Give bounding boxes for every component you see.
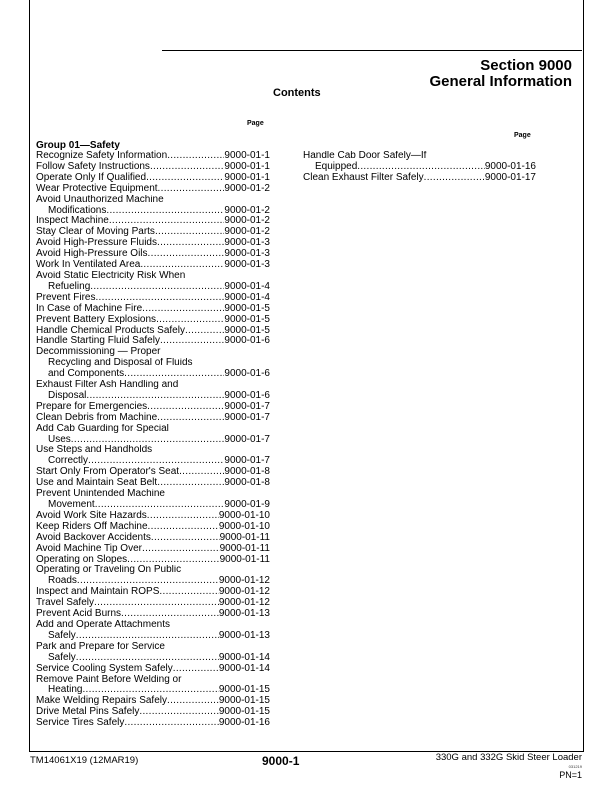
toc-entry-title: Refueling — [48, 280, 91, 292]
toc-entry-title: Safely — [48, 651, 76, 663]
dot-leader — [124, 369, 224, 380]
toc-page-ref: 9000-01-2 — [224, 226, 270, 238]
toc-page-ref: 9000-01-1 — [224, 160, 270, 172]
toc-page-ref: 9000-01-8 — [224, 477, 270, 489]
toc-entry-title: Inspect and Maintain ROPS — [36, 586, 160, 598]
toc-entry-title: and Components — [48, 368, 125, 380]
toc-entry-title: Prevent Fires — [36, 291, 96, 303]
toc-entry-row — [36, 718, 270, 729]
toc-page-ref: 9000-01-5 — [224, 324, 270, 336]
toc-left-column — [36, 140, 270, 729]
toc-page-ref: 9000-01-4 — [224, 291, 270, 303]
toc-entry-title: Stay Clear of Moving Parts — [36, 226, 155, 238]
toc-entry-title: Avoid Backover Accidents — [36, 531, 151, 543]
toc-entry[interactable] — [36, 184, 270, 195]
page-column-label-right: Page — [514, 132, 531, 139]
toc-entry-title: Clean Exhaust Filter Safely — [303, 171, 424, 183]
toc-entry-title: Roads — [48, 575, 77, 587]
toc-entry-title: Operate Only If Qualified — [36, 171, 147, 183]
toc-page-ref: 9000-01-14 — [218, 651, 270, 663]
toc-page-ref: 9000-01-15 — [218, 695, 270, 707]
toc-entry-title: Inspect Machine — [36, 215, 109, 227]
dot-leader — [142, 544, 220, 555]
toc-page-ref: 9000-01-6 — [224, 335, 270, 347]
toc-entry-title: Recycling and Disposal of Fluids — [48, 358, 193, 369]
dot-leader — [71, 435, 225, 446]
dot-leader — [147, 402, 224, 413]
toc-page-ref: 9000-01-13 — [218, 608, 270, 620]
toc-entry-title: Add Cab Guarding for Special — [36, 423, 169, 434]
toc-entry[interactable] — [36, 642, 270, 664]
toc-entry-title: Handle Cab Door Safely—If — [303, 151, 427, 161]
toc-entry-list — [36, 151, 270, 729]
toc-entry-title: Avoid High-Pressure Fluids — [36, 237, 157, 249]
toc-entry-title: Prevent Acid Burns — [36, 608, 122, 620]
toc-page-ref: 9000-01-12 — [218, 575, 270, 587]
dot-leader — [127, 555, 219, 566]
toc-page-ref: 9000-01-16 — [484, 160, 536, 172]
toc-entry-row — [36, 544, 270, 555]
toc-page-ref: 9000-01-11 — [219, 531, 270, 543]
toc-page-ref: 9000-01-3 — [224, 237, 270, 249]
toc-page-ref: 9000-01-8 — [224, 466, 270, 478]
toc-entry[interactable] — [36, 347, 270, 380]
page-frame-left — [29, 0, 30, 752]
toc-page-ref: 9000-01-2 — [224, 182, 270, 194]
toc-page-ref: 9000-01-10 — [218, 509, 270, 521]
toc-entry-row — [36, 435, 270, 446]
toc-entry-title: Modifications — [48, 204, 107, 216]
dot-leader — [156, 315, 224, 326]
toc-entry-row — [36, 413, 270, 424]
toc-page-ref: 9000-01-16 — [218, 717, 270, 729]
toc-entry[interactable] — [36, 478, 270, 489]
toc-entry[interactable] — [36, 565, 270, 587]
toc-page-ref: 9000-01-6 — [224, 389, 270, 401]
toc-entry[interactable] — [36, 271, 270, 293]
toc-entry-title: Heating — [48, 684, 83, 696]
toc-entry-row — [36, 369, 270, 380]
toc-entry-title: Handle Chemical Products Safely — [36, 324, 185, 336]
toc-page-ref: 9000-01-2 — [224, 204, 270, 216]
toc-entry-title: Remove Paint Before Welding or — [36, 674, 182, 685]
group-heading: Group 01—Safety — [36, 140, 120, 151]
toc-entry-row — [36, 260, 270, 271]
toc-entry-row — [36, 478, 270, 489]
toc-entry[interactable] — [36, 544, 270, 555]
toc-page-ref: 9000-01-3 — [224, 259, 270, 271]
dot-leader — [424, 173, 485, 184]
toc-entry-title: Operating or Traveling On Public — [36, 565, 182, 576]
toc-entry-title: Prepare for Emergencies — [36, 400, 148, 412]
toc-entry[interactable] — [36, 260, 270, 271]
toc-entry-row — [36, 631, 270, 642]
toc-entry[interactable] — [36, 675, 270, 697]
toc-entry-title: Service Tires Safely — [36, 717, 125, 729]
toc-entry[interactable] — [36, 718, 270, 729]
toc-page-ref: 9000-01-12 — [218, 597, 270, 609]
toc-page-ref: 9000-01-9 — [224, 499, 270, 510]
dot-leader — [151, 533, 220, 544]
dot-leader — [185, 326, 224, 337]
toc-entry-row — [36, 555, 270, 566]
toc-entry[interactable] — [36, 555, 270, 566]
toc-entry-title: Add and Operate Attachments — [36, 619, 170, 630]
dot-leader — [167, 696, 219, 707]
toc-entry-title: Operating on Slopes — [36, 553, 128, 565]
toc-page-ref: 9000-01-15 — [218, 706, 270, 718]
toc-page-ref: 9000-01-7 — [224, 411, 270, 423]
toc-entry[interactable] — [36, 336, 270, 347]
toc-entry-row — [36, 533, 270, 544]
toc-entry-row — [303, 173, 536, 184]
toc-entry-title: Avoid Work Site Hazards — [36, 509, 147, 521]
toc-entry[interactable] — [36, 380, 270, 402]
toc-entry-row — [36, 304, 270, 315]
dot-leader — [76, 631, 219, 642]
toc-entry-title: Service Cooling System Safely — [36, 662, 173, 674]
toc-page-ref: 9000-01-7 — [224, 400, 270, 412]
toc-entry[interactable] — [36, 445, 270, 467]
toc-page-ref: 9000-01-11 — [219, 553, 270, 565]
dot-leader — [157, 413, 224, 424]
toc-entry-title: Use and Maintain Seat Belt — [36, 477, 158, 489]
dot-leader — [148, 249, 225, 260]
document-id: TM14061X19 (12MAR19) — [30, 755, 139, 766]
toc-page-ref: 9000-01-5 — [224, 302, 270, 314]
dot-leader — [155, 227, 224, 238]
toc-entry[interactable] — [36, 664, 270, 675]
toc-page-ref: 9000-01-1 — [224, 171, 270, 183]
dot-leader — [76, 653, 219, 664]
toc-entry-title: Make Welding Repairs Safely — [36, 695, 167, 707]
dot-leader — [121, 609, 219, 620]
toc-page-ref: 9000-01-17 — [484, 171, 536, 183]
toc-entry-title: Follow Safety Instructions — [36, 160, 150, 172]
product-name: 330G and 332G Skid Steer Loader — [435, 752, 582, 763]
toc-entry-row — [36, 653, 270, 664]
toc-entry-title: Work In Ventilated Area — [36, 259, 141, 271]
toc-entry[interactable] — [36, 424, 270, 446]
toc-page-ref: 9000-01-4 — [224, 280, 270, 292]
dot-leader — [158, 184, 225, 195]
toc-entry[interactable] — [36, 304, 270, 315]
dot-leader — [157, 478, 224, 489]
toc-entry-title: Avoid Unauthorized Machine — [36, 194, 164, 205]
toc-page-ref: 9000-01-12 — [218, 586, 270, 598]
toc-page-ref: 9000-01-7 — [224, 455, 270, 467]
toc-entry-title: Handle Starting Fluid Safely — [36, 335, 160, 347]
toc-page-ref: 9000-01-13 — [218, 629, 270, 641]
dot-leader — [140, 260, 224, 271]
toc-entry-title: Wear Protective Equipment — [36, 182, 158, 194]
toc-entry[interactable] — [36, 620, 270, 642]
page-column-label-left: Page — [247, 120, 264, 127]
section-title: General Information — [429, 73, 572, 90]
toc-entry-title: In Case of Machine Fire — [36, 302, 143, 314]
toc-entry-title: Clean Debris from Machine — [36, 411, 158, 423]
toc-entry[interactable] — [36, 413, 270, 424]
toc-entry-title: Equipped — [315, 160, 358, 172]
dot-leader — [142, 304, 224, 315]
toc-entry-title: Uses — [48, 433, 71, 445]
header-rule — [162, 50, 582, 51]
toc-entry-title: Drive Metal Pins Safely — [36, 706, 140, 718]
toc-entry-title: Safely — [48, 629, 76, 641]
toc-entry[interactable] — [36, 533, 270, 544]
dot-leader — [173, 664, 219, 675]
toc-page-ref: 9000-01-15 — [218, 684, 270, 696]
toc-page-ref: 9000-01-6 — [224, 368, 270, 380]
dot-leader — [157, 238, 224, 249]
dot-leader — [167, 151, 224, 162]
dot-leader — [159, 587, 218, 598]
toc-entry-title: Prevent Battery Explosions — [36, 313, 157, 325]
toc-entry[interactable] — [303, 151, 536, 173]
dot-leader — [124, 718, 218, 729]
dot-leader — [139, 707, 218, 718]
dot-leader — [148, 522, 219, 533]
toc-entry-title: Travel Safely — [36, 597, 94, 609]
toc-page-ref: 9000-01-11 — [219, 542, 270, 554]
toc-entry-title: Decommissioning — Proper — [36, 347, 161, 358]
toc-page-ref: 9000-01-3 — [224, 248, 270, 260]
toc-page-ref: 9000-01-10 — [218, 520, 270, 532]
dot-leader — [160, 336, 224, 347]
section-number: Section 9000 — [480, 57, 572, 74]
toc-entry-title: Recognize Safety Information — [36, 150, 168, 161]
toc-entry-title: Movement — [48, 499, 95, 510]
toc-entry[interactable] — [303, 173, 536, 184]
toc-entry-title: Avoid Machine Tip Over — [36, 542, 142, 554]
toc-entry[interactable] — [36, 609, 270, 620]
toc-entry-title: Start Only From Operator's Seat — [36, 466, 180, 478]
section-heading — [429, 58, 572, 90]
toc-entry-row — [36, 336, 270, 347]
toc-entry-title: Disposal — [48, 389, 87, 401]
toc-page-ref: 9000-01-5 — [224, 313, 270, 325]
toc-page-ref: 9000-01-2 — [224, 215, 270, 227]
toc-entry-row — [36, 184, 270, 195]
toc-entry-row — [36, 664, 270, 675]
toc-entry-title: Avoid High-Pressure Oils — [36, 248, 148, 260]
toc-entry-title: Exhaust Filter Ash Handling and — [36, 380, 179, 391]
toc-entry-row — [36, 609, 270, 620]
toc-right-column — [303, 151, 536, 184]
toc-entry[interactable] — [36, 315, 270, 326]
dot-leader — [106, 206, 224, 217]
toc-entry-title: Prevent Unintended Machine — [36, 489, 165, 500]
toc-entry-title: Correctly — [48, 455, 89, 467]
page-pn: PN=1 — [559, 770, 582, 780]
toc-entry-title: Keep Riders Off Machine — [36, 520, 148, 532]
dot-leader — [150, 162, 224, 173]
dot-leader — [179, 467, 224, 478]
toc-page-ref: 9000-01-14 — [218, 662, 270, 674]
toc-entry-title: Avoid Static Electricity Risk When — [36, 270, 186, 281]
toc-entry[interactable] — [36, 195, 270, 217]
toc-page-ref: 9000-01-7 — [224, 433, 270, 445]
page-frame-right — [583, 0, 584, 752]
toc-entry-list — [303, 151, 536, 184]
dot-leader — [90, 282, 224, 293]
dot-leader — [147, 511, 219, 522]
toc-entry-row — [36, 315, 270, 326]
toc-page-ref: 9000-01-1 — [224, 150, 270, 161]
toc-entry[interactable] — [36, 489, 270, 511]
toc-entry-title: Use Steps and Handholds — [36, 445, 153, 456]
footer-code: 031219 — [568, 764, 582, 769]
toc-entry-title: Park and Prepare for Service — [36, 641, 165, 652]
contents-heading: Contents — [273, 87, 321, 99]
page-number: 9000-1 — [262, 754, 300, 768]
